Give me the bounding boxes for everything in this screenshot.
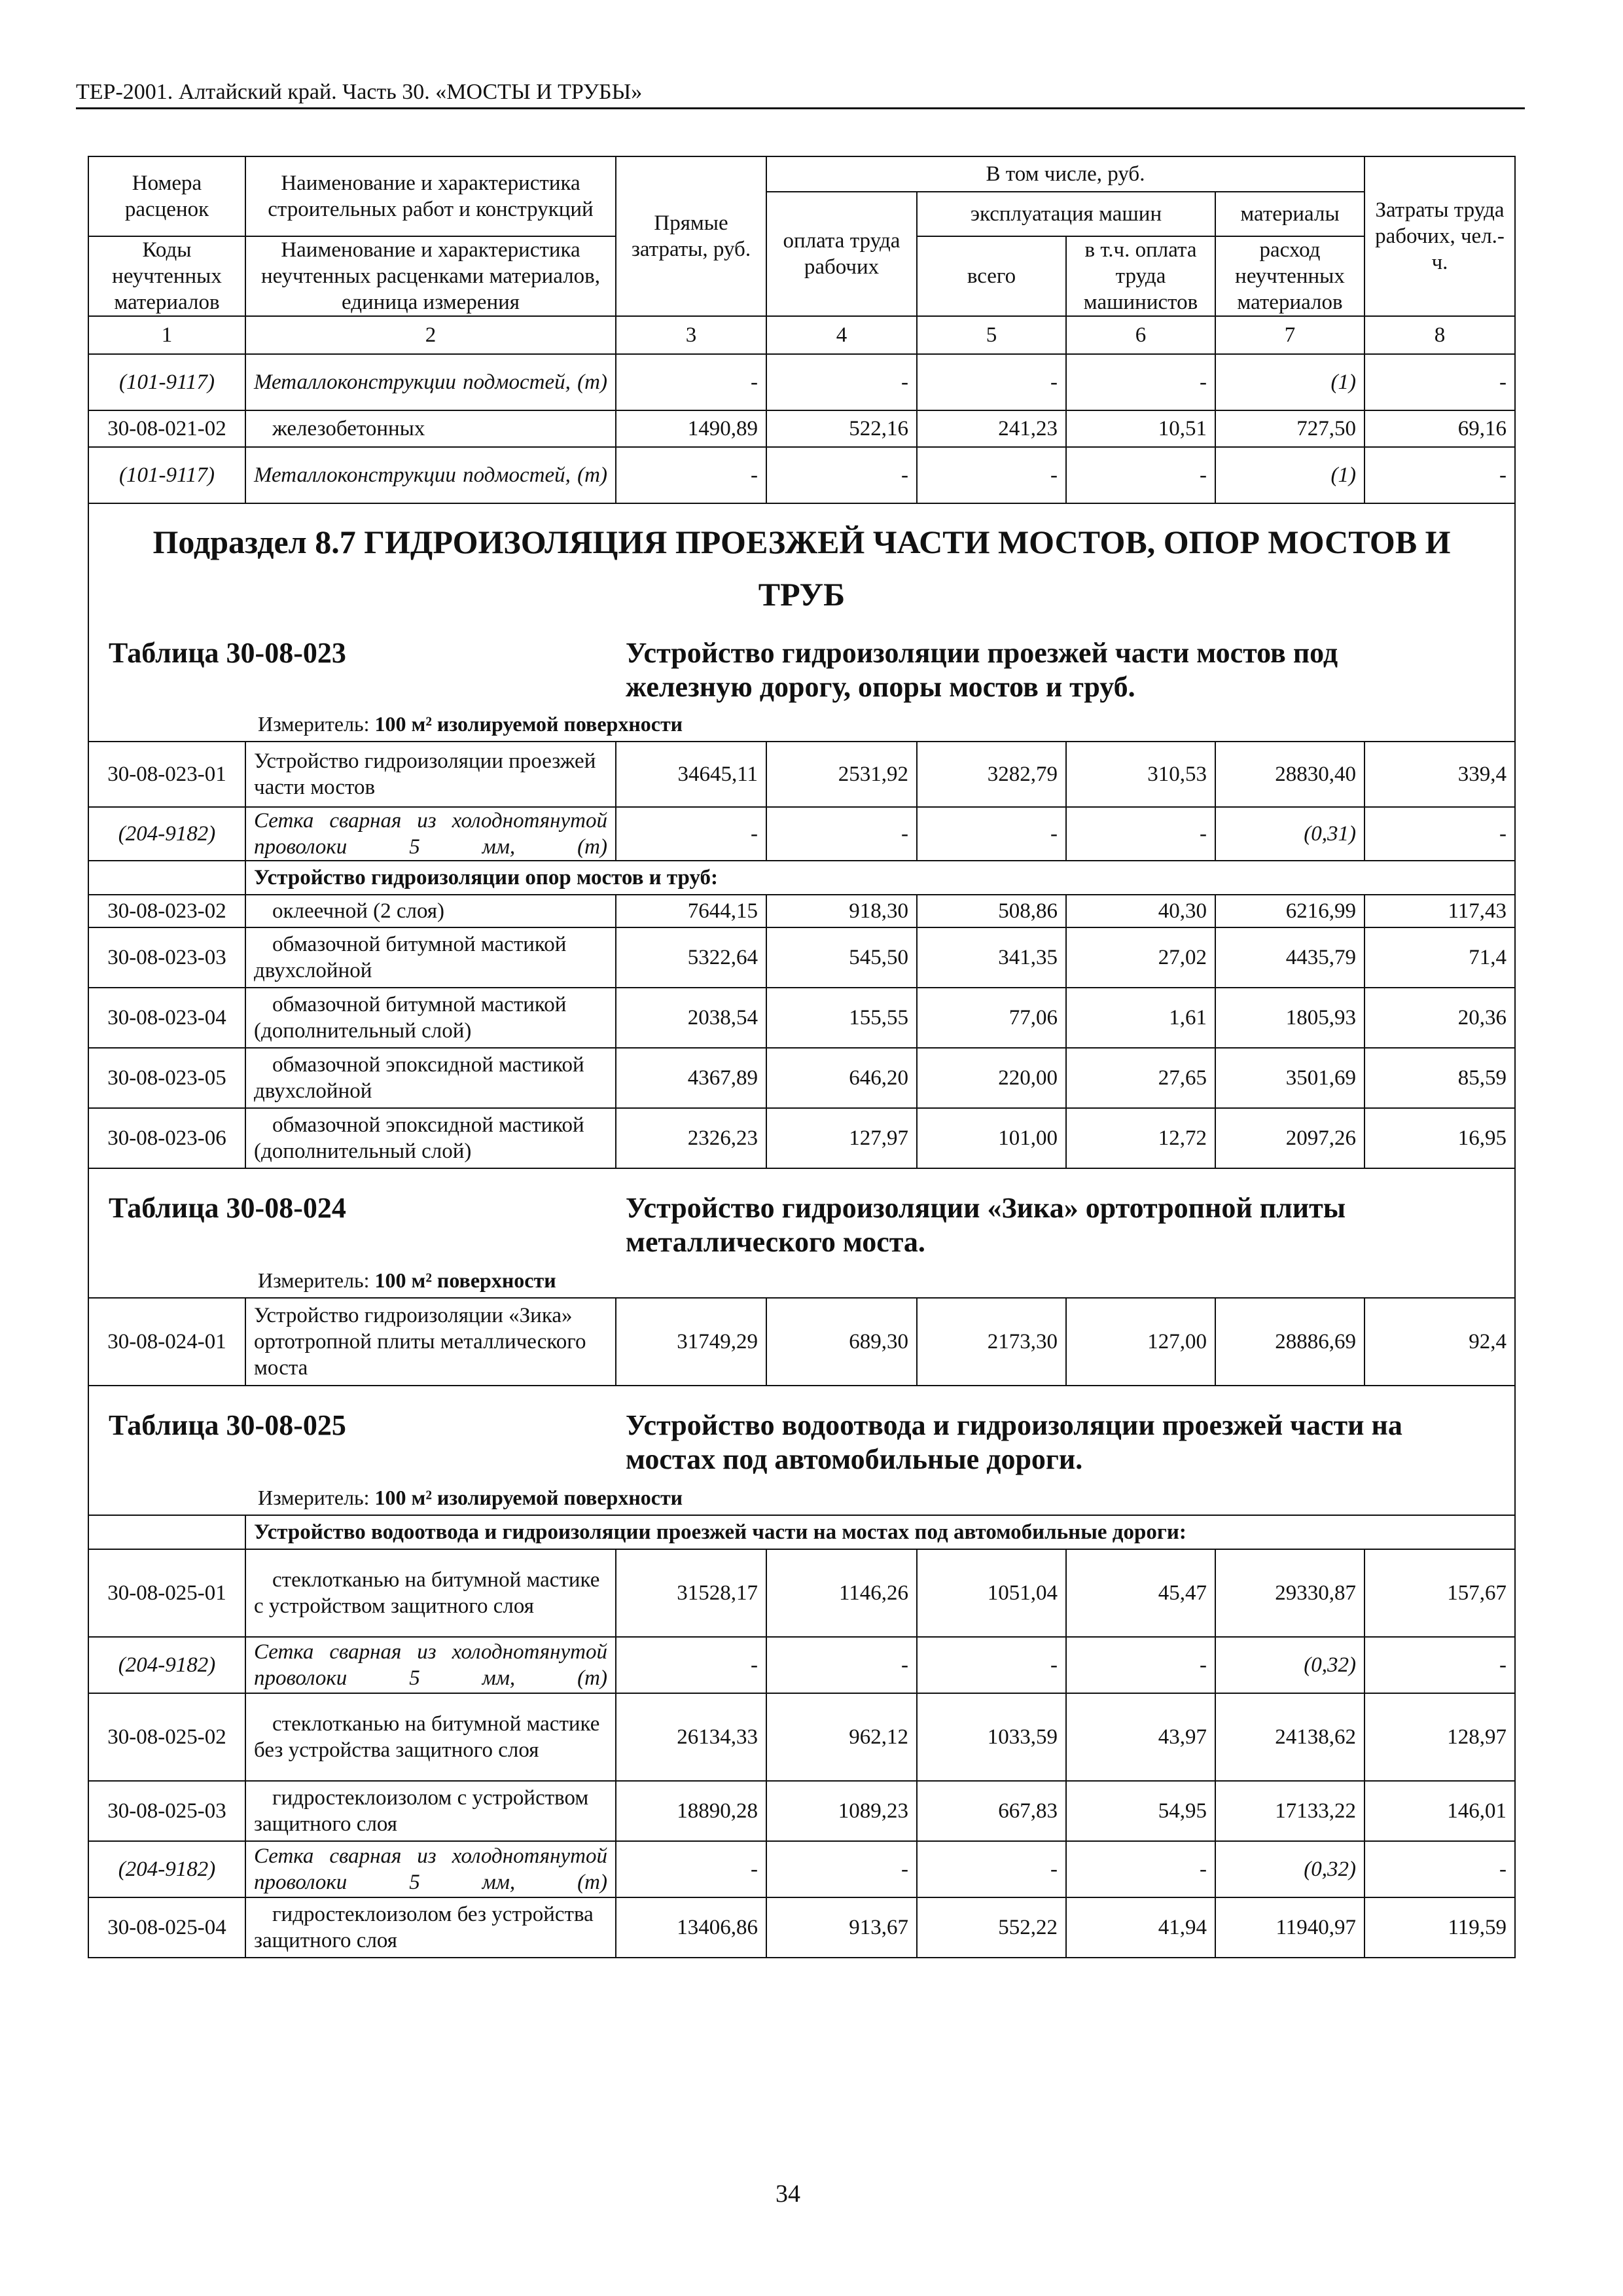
value-cell: 10,51 — [1066, 410, 1215, 447]
measure-prefix: Измеритель: — [258, 1268, 370, 1292]
table-row — [88, 1841, 1515, 1897]
material-quantity: (1) — [1215, 447, 1364, 503]
value-cell: 85,59 — [1364, 1048, 1515, 1108]
table-row — [88, 1637, 1515, 1693]
material-code: (101-9117) — [88, 447, 245, 503]
value-cell: 339,4 — [1364, 742, 1515, 807]
col-num: 1 — [88, 316, 245, 354]
value-cell: 1051,04 — [917, 1549, 1066, 1637]
value-cell: 1089,23 — [766, 1781, 917, 1841]
value-cell: 27,65 — [1066, 1048, 1215, 1108]
value-cell: 146,01 — [1364, 1781, 1515, 1841]
rate-name: гидростеклоизолом с устройством защитного слоя — [245, 1781, 616, 1841]
table-title: Устройство гидроизоляции «Зика» ортотропной плиты металлического моста. — [626, 1192, 1346, 1258]
value-cell: 913,67 — [766, 1897, 917, 1958]
table-row — [88, 988, 1515, 1048]
col-num: 5 — [917, 316, 1066, 354]
subsection-title: Подраздел 8.7 ГИДРОИЗОЛЯЦИЯ ПРОЕЗЖЕЙ ЧАСТИ МОСТОВ, ОПОР МОСТОВ И ТРУБ — [152, 524, 1451, 613]
value-cell: 2531,92 — [766, 742, 917, 807]
dash-cell: - — [766, 807, 917, 861]
dash-cell: - — [1364, 1841, 1515, 1897]
rate-name: Устройство гидроизоляции «Зика» ортотропной плиты металлического моста — [245, 1298, 616, 1386]
dash-cell: - — [1364, 807, 1515, 861]
value-cell: 11940,97 — [1215, 1897, 1364, 1958]
value-cell: 27,02 — [1066, 927, 1215, 988]
value-cell: 127,97 — [766, 1108, 917, 1168]
col-materials-header: материалы — [1215, 192, 1364, 236]
table-title-row — [88, 1386, 1515, 1515]
material-code: (204-9182) — [88, 1637, 245, 1693]
material-name: Металлоконструкции подмостей, (т) — [245, 354, 616, 410]
table-row — [88, 1048, 1515, 1108]
value-cell: 2038,54 — [616, 988, 766, 1048]
value-cell: 16,95 — [1364, 1108, 1515, 1168]
value-cell: 522,16 — [766, 410, 917, 447]
value-cell: 17133,22 — [1215, 1781, 1364, 1841]
table-label: Таблица 30-08-023 — [109, 637, 346, 669]
table-row — [88, 1108, 1515, 1168]
rate-name: стеклотканью на битумной мастике без устройства защитного слоя — [245, 1693, 616, 1781]
material-code: (101-9117) — [88, 354, 245, 410]
col-machines-header: эксплуатация машин — [917, 192, 1215, 236]
dash-cell: - — [917, 447, 1066, 503]
material-quantity: (0,32) — [1215, 1637, 1364, 1693]
rate-name: железобетонных — [245, 410, 616, 447]
value-cell: 646,20 — [766, 1048, 917, 1108]
value-cell: 31528,17 — [616, 1549, 766, 1637]
table-row — [88, 1298, 1515, 1386]
material-quantity: (1) — [1215, 354, 1364, 410]
material-name: Сетка сварная из холоднотянутой проволоки 5 мм, (т) — [245, 807, 616, 861]
col-num: 8 — [1364, 316, 1515, 354]
subsection-row — [88, 503, 1515, 742]
value-cell: 552,22 — [917, 1897, 1066, 1958]
value-cell: 3501,69 — [1215, 1048, 1364, 1108]
value-cell: 26134,33 — [616, 1693, 766, 1781]
value-cell: 4435,79 — [1215, 927, 1364, 988]
col-num: 3 — [616, 316, 766, 354]
table-title: Устройство гидроизоляции проезжей части мостов под железную дорогу, опоры мостов и труб. — [626, 637, 1338, 703]
value-cell: 28830,40 — [1215, 742, 1364, 807]
rate-code: 30-08-023-05 — [88, 1048, 245, 1108]
table-title: Устройство водоотвода и гидроизоляции проезжей части на мостах под автомобильные дороги. — [626, 1409, 1402, 1475]
table-row — [88, 807, 1515, 861]
measure-prefix: Измеритель: — [258, 1486, 370, 1509]
dash-cell: - — [917, 807, 1066, 861]
value-cell: 40,30 — [1066, 895, 1215, 927]
table-row — [88, 1897, 1515, 1958]
value-cell: 220,00 — [917, 1048, 1066, 1108]
value-cell: 71,4 — [1364, 927, 1515, 988]
dash-cell: - — [1066, 1841, 1215, 1897]
table-row — [88, 927, 1515, 988]
group-row — [88, 861, 1515, 895]
col-num: 4 — [766, 316, 917, 354]
value-cell: 310,53 — [1066, 742, 1215, 807]
rate-code: 30-08-025-04 — [88, 1897, 245, 1958]
material-code: (204-9182) — [88, 807, 245, 861]
rate-code: 30-08-023-06 — [88, 1108, 245, 1168]
value-cell: 28886,69 — [1215, 1298, 1364, 1386]
table-row — [88, 742, 1515, 807]
value-cell: 20,36 — [1364, 988, 1515, 1048]
table-row — [88, 447, 1515, 503]
table-row — [88, 895, 1515, 927]
table-title-row — [88, 1168, 1515, 1298]
value-cell: 918,30 — [766, 895, 917, 927]
rate-code: 30-08-023-01 — [88, 742, 245, 807]
value-cell: 29330,87 — [1215, 1549, 1364, 1637]
dash-cell: - — [1066, 354, 1215, 410]
value-cell: 12,72 — [1066, 1108, 1215, 1168]
value-cell: 128,97 — [1364, 1693, 1515, 1781]
rate-code: 30-08-024-01 — [88, 1298, 245, 1386]
value-cell: 43,97 — [1066, 1693, 1215, 1781]
dash-cell: - — [1364, 354, 1515, 410]
value-cell: 92,4 — [1364, 1298, 1515, 1386]
col-total-header: всего — [917, 236, 1066, 316]
value-cell: 117,43 — [1364, 895, 1515, 927]
col-code2-header: Коды неучтенных материалов — [88, 236, 245, 316]
rate-name: стеклотканью на битумной мастике с устройством защитного слоя — [245, 1549, 616, 1637]
value-cell: 4367,89 — [616, 1048, 766, 1108]
table-row — [88, 1781, 1515, 1841]
dash-cell: - — [917, 1841, 1066, 1897]
dash-cell: - — [1364, 1637, 1515, 1693]
group-row — [88, 1515, 1515, 1549]
value-cell: 34645,11 — [616, 742, 766, 807]
rate-name: Устройство гидроизоляции проезжей части мостов — [245, 742, 616, 807]
value-cell: 54,95 — [1066, 1781, 1215, 1841]
value-cell: 2173,30 — [917, 1298, 1066, 1386]
measure-value: 100 м² изолируемой поверхности — [374, 712, 683, 736]
dash-cell: - — [1066, 1637, 1215, 1693]
dash-cell: - — [766, 1841, 917, 1897]
value-cell: 2326,23 — [616, 1108, 766, 1168]
rate-code: 30-08-023-04 — [88, 988, 245, 1048]
table-row — [88, 1549, 1515, 1637]
dash-cell: - — [616, 1637, 766, 1693]
rate-name: гидростеклоизолом без устройства защитного слоя — [245, 1897, 616, 1958]
rate-code: 30-08-025-02 — [88, 1693, 245, 1781]
col-num: 2 — [245, 316, 616, 354]
rate-code: 30-08-025-03 — [88, 1781, 245, 1841]
table-row — [88, 354, 1515, 410]
measure-value: 100 м² поверхности — [374, 1268, 556, 1292]
value-cell: 13406,86 — [616, 1897, 766, 1958]
value-cell: 119,59 — [1364, 1897, 1515, 1958]
rate-name: обмазочной битумной мастикой двухслойной — [245, 927, 616, 988]
dash-cell: - — [616, 354, 766, 410]
value-cell: 77,06 — [917, 988, 1066, 1048]
value-cell: 2097,26 — [1215, 1108, 1364, 1168]
value-cell: 7644,15 — [616, 895, 766, 927]
dash-cell: - — [616, 447, 766, 503]
value-cell: 69,16 — [1364, 410, 1515, 447]
dash-cell: - — [616, 1841, 766, 1897]
value-cell: 155,55 — [766, 988, 917, 1048]
value-cell: 341,35 — [917, 927, 1066, 988]
rate-name: обмазочной эпоксидной мастикой двухслойной — [245, 1048, 616, 1108]
value-cell: 157,67 — [1364, 1549, 1515, 1637]
material-code: (204-9182) — [88, 1841, 245, 1897]
value-cell: 18890,28 — [616, 1781, 766, 1841]
dash-cell: - — [917, 1637, 1066, 1693]
group-title: Устройство водоотвода и гидроизоляции проезжей части на мостах под автомобильные дороги: — [245, 1515, 1515, 1549]
value-cell: 727,50 — [1215, 410, 1364, 447]
value-cell: 1805,93 — [1215, 988, 1364, 1048]
value-cell: 689,30 — [766, 1298, 917, 1386]
table-row — [88, 1693, 1515, 1781]
col-labor-header: оплата труда рабочих — [766, 192, 917, 316]
value-cell: 5322,64 — [616, 927, 766, 988]
col-num: 7 — [1215, 316, 1364, 354]
dash-cell: - — [1364, 447, 1515, 503]
value-cell: 45,47 — [1066, 1549, 1215, 1637]
dash-cell: - — [766, 447, 917, 503]
measure-value: 100 м² изолируемой поверхности — [374, 1486, 683, 1509]
col-code-header: Номера расценок — [88, 156, 245, 236]
value-cell: 127,00 — [1066, 1298, 1215, 1386]
price-table — [88, 156, 1516, 1958]
value-cell: 31749,29 — [616, 1298, 766, 1386]
value-cell: 1033,59 — [917, 1693, 1066, 1781]
material-quantity: (0,31) — [1215, 807, 1364, 861]
dash-cell: - — [766, 1637, 917, 1693]
col-num: 6 — [1066, 316, 1215, 354]
page-number: 34 — [776, 2180, 800, 2208]
col-including-header: В том числе, руб. — [766, 156, 1364, 192]
header-title: ТЕР-2001. Алтайский край. Часть 30. «МОСТЫ И ТРУБЫ» — [76, 80, 643, 104]
rate-code: 30-08-023-03 — [88, 927, 245, 988]
value-cell: 41,94 — [1066, 1897, 1215, 1958]
col-labor-cost-header: Затраты труда рабочих, чел.-ч. — [1364, 156, 1515, 316]
table-row — [88, 410, 1515, 447]
rate-code: 30-08-023-02 — [88, 895, 245, 927]
value-cell: 1146,26 — [766, 1549, 917, 1637]
rate-name: обмазочной битумной мастикой (дополнительный слой) — [245, 988, 616, 1048]
rate-code: 30-08-025-01 — [88, 1549, 245, 1637]
measure-line — [89, 1477, 1514, 1515]
rate-name: оклеечной (2 слоя) — [245, 895, 616, 927]
rate-code: 30-08-021-02 — [88, 410, 245, 447]
value-cell: 241,23 — [917, 410, 1066, 447]
material-name: Металлоконструкции подмостей, (т) — [245, 447, 616, 503]
dash-cell: - — [616, 807, 766, 861]
value-cell: 24138,62 — [1215, 1693, 1364, 1781]
group-title: Устройство гидроизоляции опор мостов и труб: — [245, 861, 1515, 895]
measure-line — [89, 704, 1514, 741]
value-cell: 1490,89 — [616, 410, 766, 447]
dash-cell: - — [1066, 447, 1215, 503]
table-label: Таблица 30-08-024 — [109, 1192, 346, 1224]
value-cell: 1,61 — [1066, 988, 1215, 1048]
dash-cell: - — [917, 354, 1066, 410]
material-name: Сетка сварная из холоднотянутой проволоки 5 мм, (т) — [245, 1841, 616, 1897]
table-label: Таблица 30-08-025 — [109, 1409, 346, 1441]
value-cell: 508,86 — [917, 895, 1066, 927]
col-unaccounted-header: расход неучтенных материалов — [1215, 236, 1364, 316]
value-cell: 667,83 — [917, 1781, 1066, 1841]
value-cell: 6216,99 — [1215, 895, 1364, 927]
value-cell: 545,50 — [766, 927, 917, 988]
col-name-header: Наименование и характеристика строительных работ и конструкций — [245, 156, 616, 236]
value-cell: 962,12 — [766, 1693, 917, 1781]
dash-cell: - — [1066, 807, 1215, 861]
col-operators-header: в т.ч. оплата труда машинистов — [1066, 236, 1215, 316]
measure-line — [89, 1259, 1514, 1297]
rate-name: обмазочной эпоксидной мастикой (дополнительный слой) — [245, 1108, 616, 1168]
value-cell: 101,00 — [917, 1108, 1066, 1168]
value-cell: 3282,79 — [917, 742, 1066, 807]
col-name2-header: Наименование и характеристика неучтенных расценками материалов, единица измерения — [245, 236, 616, 316]
col-direct-header: Прямые затраты, руб. — [616, 156, 766, 316]
dash-cell: - — [766, 354, 917, 410]
material-name: Сетка сварная из холоднотянутой проволоки 5 мм, (т) — [245, 1637, 616, 1693]
page-header — [76, 75, 1525, 109]
material-quantity: (0,32) — [1215, 1841, 1364, 1897]
measure-prefix: Измеритель: — [258, 712, 370, 736]
